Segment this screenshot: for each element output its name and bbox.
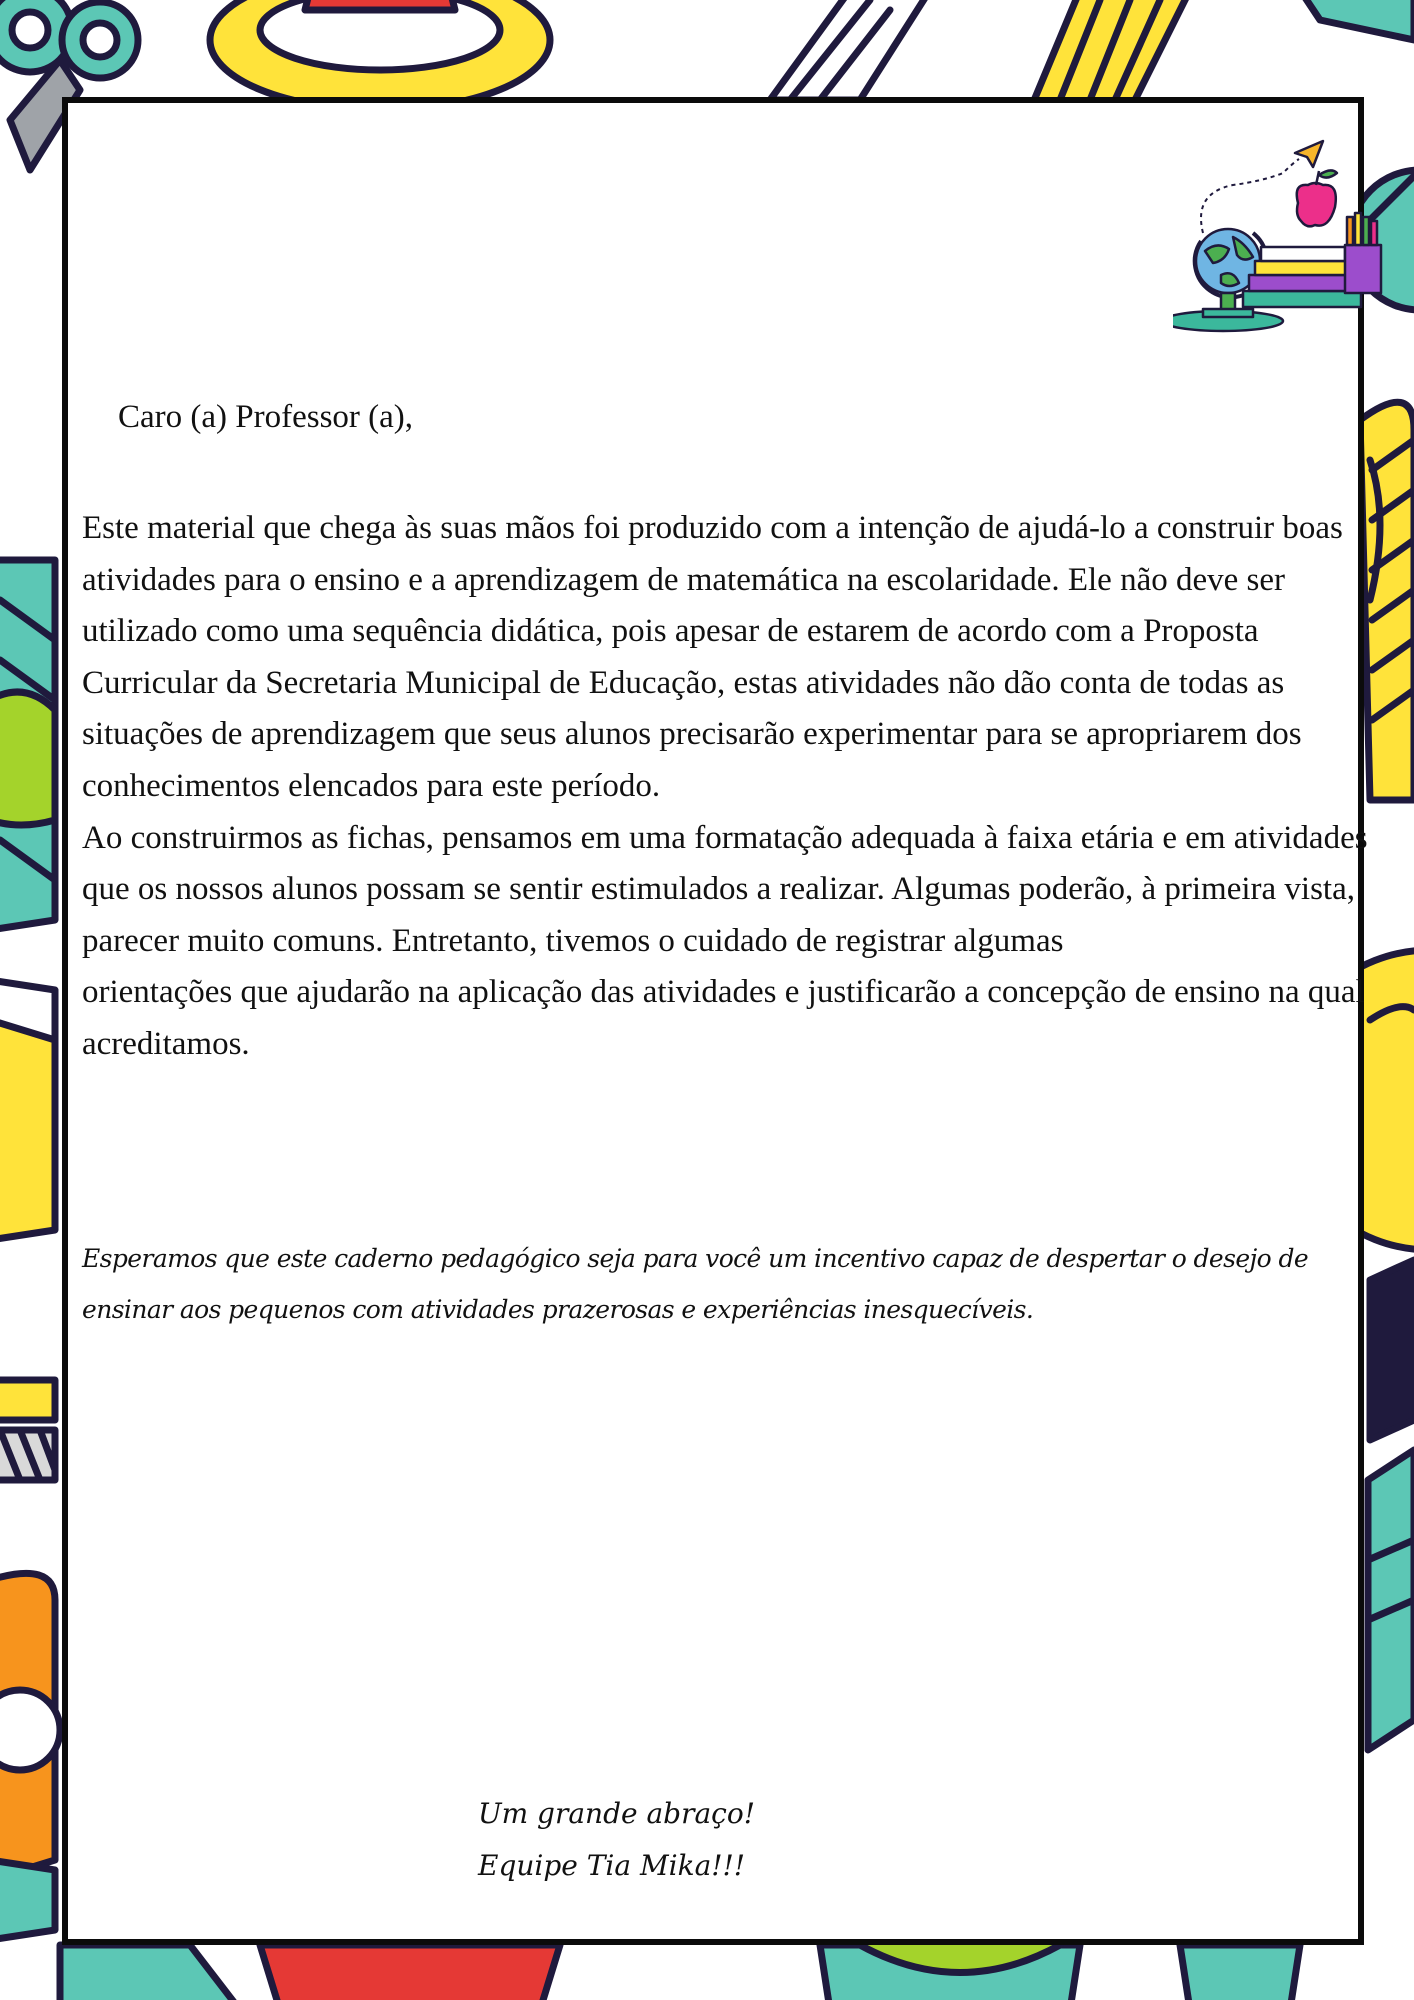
body-paragraph: orientações que ajudarão na aplicação das atividades e justificarão a concepção de ensino na qual acreditamos. <box>82 974 1365 1062</box>
bottom-supplies <box>60 1945 1300 2000</box>
backpack-icon <box>0 560 55 1480</box>
triangle-ruler-icon <box>770 0 930 100</box>
signature <box>478 1788 755 1892</box>
closing-message: Esperamos que este caderno pedagógico seja para você um incentivo capaz de despertar o desejo de ensinar aos pequenos com atividades prazerosas e experiências inesquecíveis. <box>82 1244 1309 1324</box>
letter-card <box>62 97 1368 1945</box>
pencil-icon <box>1030 0 1414 110</box>
body-paragraph: Este material que chega às suas mãos foi produzido com a intenção de ajudá-lo a construir boas atividades para o ensino e a aprendizagem de matemática na escolaridade. Ele não deve ser utilizado como uma sequência didática, pois apesar de estarem de acordo com a Proposta Curricular da Secretaria Municipal de Educação, estas atividades não dão conta de todas as situações de aprendizagem que seus alunos precisarão experimentar para se apropriarem dos conhecimentos elencados para este período. <box>82 510 1343 804</box>
salutation: Caro (a) Professor (a), <box>118 399 414 435</box>
protractor-icon <box>0 1573 60 1940</box>
signature-greeting: Um grande abraço! <box>478 1797 755 1830</box>
letter-body <box>82 503 1372 1071</box>
school-supplies-icon <box>1173 133 1383 333</box>
paint-palette-icon <box>210 0 550 110</box>
signature-team: Equipe Tia Mika!!! <box>478 1849 746 1882</box>
body-paragraph: Ao construirmos as fichas, pensamos em uma formatação adequada à faixa etária e em atividades que os nossos alunos possam se sentir estimulados a realizar. Algumas poderão, à primeira vista, parecer muito comuns. Entretanto, tivemos o cuidado de registrar algumas <box>82 819 1368 959</box>
